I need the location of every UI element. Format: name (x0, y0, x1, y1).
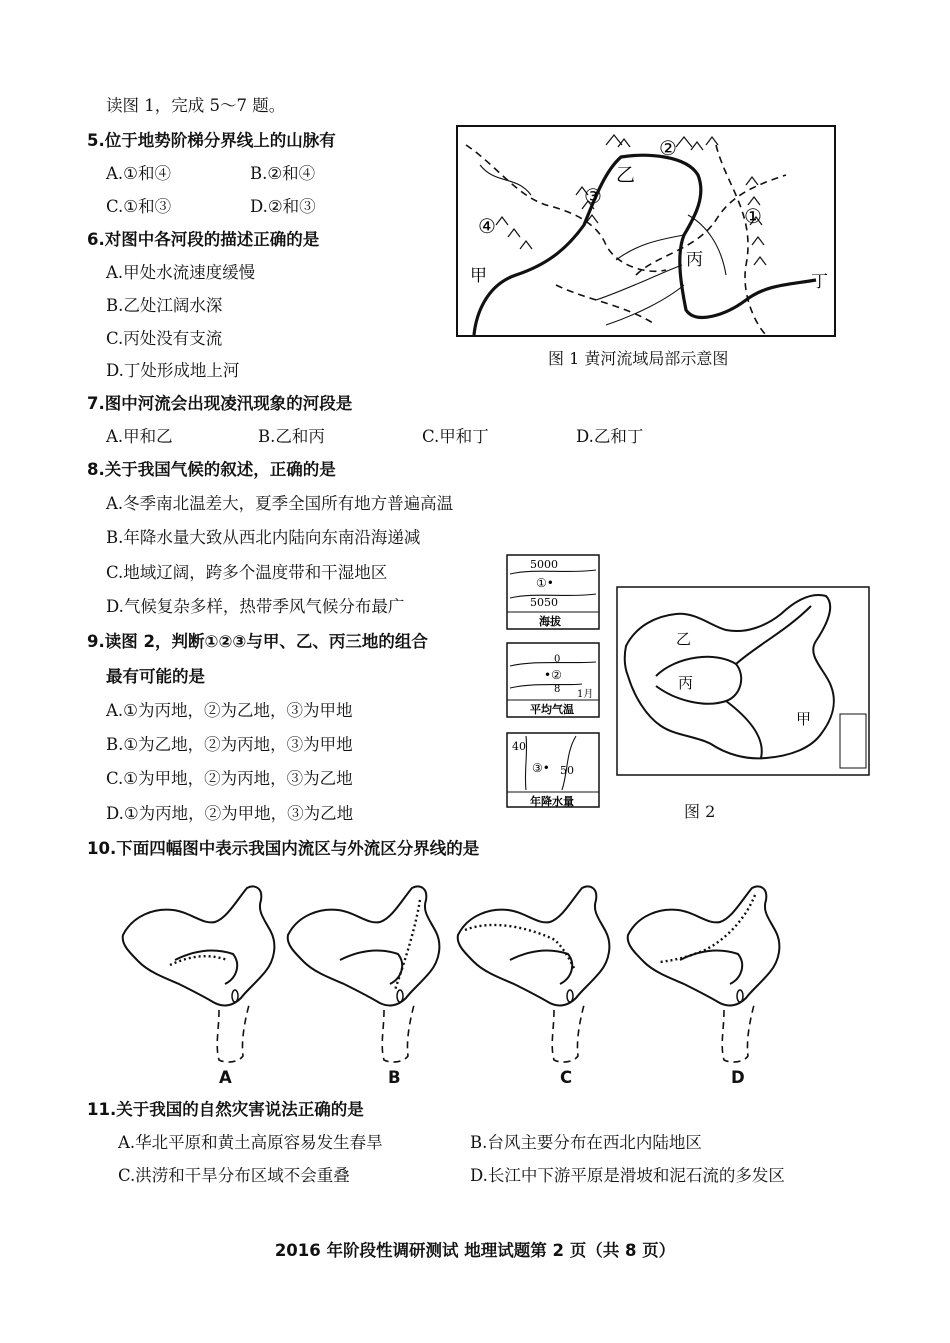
point-1: ①• (536, 576, 554, 590)
q9-option-b[interactable]: B.①为乙地，②为丙地，③为甲地 (106, 735, 353, 754)
q8-option-a[interactable]: A.冬季南北温差大，夏季全国所有地方普遍高温 (106, 494, 454, 513)
fig1-label-m4: ④ (478, 214, 496, 238)
q11-option-d[interactable]: D.长江中下游平原是滑坡和泥石流的多发区 (470, 1166, 785, 1185)
q11-option-c[interactable]: C.洪涝和干旱分布区域不会重叠 (118, 1166, 350, 1185)
figure-2-panel-temperature (506, 642, 600, 718)
elevation-5000: 5000 (530, 558, 558, 571)
temp-0: 0 (554, 654, 561, 665)
q10-label-a: A (219, 1068, 232, 1087)
temp-8: 8 (554, 684, 561, 695)
q10-label-c: C (560, 1068, 573, 1087)
question-7-stem: 7.图中河流会出现凌汛现象的河段是 (87, 394, 353, 413)
q10-map-b[interactable] (288, 887, 440, 1063)
q10-map-a[interactable] (123, 887, 275, 1063)
q10-map-d[interactable] (628, 887, 780, 1063)
panel-title-elevation: 海拔 (539, 615, 561, 628)
q5-option-b[interactable]: B.②和④ (250, 164, 316, 183)
q6-option-c[interactable]: C.丙处没有支流 (106, 329, 223, 348)
q7-option-d[interactable]: D.乙和丁 (576, 427, 644, 446)
q10-maps (115, 870, 815, 1070)
figure-1-map (456, 125, 836, 337)
fig2-label-bing: 丙 (678, 674, 694, 692)
fig1-label-ding: 丁 (811, 272, 828, 292)
point-2: •② (544, 668, 562, 682)
question-11-stem: 11.关于我国的自然灾害说法正确的是 (87, 1100, 364, 1119)
q5-option-a[interactable]: A.①和④ (106, 164, 171, 183)
month-label: 1月 (577, 689, 594, 700)
fig1-label-jia: 甲 (470, 266, 487, 286)
question-10-stem: 10.下面四幅图中表示我国内流区与外流区分界线的是 (87, 839, 480, 858)
fig2-label-jia: 甲 (796, 710, 812, 728)
figure-2-panel-precipitation (506, 732, 600, 808)
fig1-label-m1: ① (744, 204, 762, 228)
q8-option-b[interactable]: B.年降水量大致从西北内陆向东南沿海递减 (106, 528, 421, 547)
q8-option-c[interactable]: C.地域辽阔，跨多个温度带和干湿地区 (106, 563, 388, 582)
q10-map-c[interactable] (458, 887, 610, 1063)
fig1-label-m3: ③ (584, 184, 602, 208)
q7-option-c[interactable]: C.甲和丁 (422, 427, 489, 446)
q6-option-b[interactable]: B.乙处江阔水深 (106, 296, 223, 315)
q9-option-a[interactable]: A.①为丙地，②为乙地，③为甲地 (106, 701, 353, 720)
q11-option-a[interactable]: A.华北平原和黄土高原容易发生春旱 (118, 1133, 383, 1152)
figure-1-caption: 图 1 黄河流域局部示意图 (548, 349, 729, 368)
point-3: ③• (532, 761, 550, 775)
elevation-5050: 5050 (530, 596, 558, 609)
fig1-label-m2: ② (659, 136, 677, 160)
q5-option-c[interactable]: C.①和③ (106, 197, 172, 216)
q6-option-d[interactable]: D.丁处形成地上河 (106, 361, 240, 380)
q9-option-c[interactable]: C.①为甲地，②为丙地，③为乙地 (106, 769, 353, 788)
q11-option-b[interactable]: B.台风主要分布在西北内陆地区 (470, 1133, 702, 1152)
fig2-label-yi: 乙 (676, 630, 692, 648)
q5-option-d[interactable]: D.②和③ (250, 197, 316, 216)
panel-title-temperature: 平均气温 (530, 703, 574, 716)
figure-2-china-map (616, 586, 870, 776)
fig1-label-bing: 丙 (686, 250, 703, 270)
precip-50: 50 (560, 764, 574, 777)
question-8-stem: 8.关于我国气候的叙述，正确的是 (87, 460, 336, 479)
question-9-stem-cont: 最有可能的是 (106, 667, 205, 686)
q7-option-b[interactable]: B.乙和丙 (258, 427, 325, 446)
q10-label-d: D (731, 1068, 745, 1087)
figure-2-panel-elevation (506, 554, 600, 630)
question-6-stem: 6.对图中各河段的描述正确的是 (87, 230, 320, 249)
panel-title-precipitation: 年降水量 (530, 795, 574, 808)
figure-2-caption: 图 2 (684, 802, 716, 821)
q6-option-a[interactable]: A.甲处水流速度缓慢 (106, 263, 256, 282)
question-9-stem: 9.读图 2，判断①②③与甲、乙、丙三地的组合 (87, 632, 428, 651)
q9-option-d[interactable]: D.①为丙地，②为甲地，③为乙地 (106, 804, 354, 823)
q8-option-d[interactable]: D.气候复杂多样，热带季风气候分布最广 (106, 597, 405, 616)
q7-option-a[interactable]: A.甲和乙 (106, 427, 173, 446)
fig1-label-yi: 乙 (616, 164, 636, 186)
intro-text: 读图 1，完成 5～7 题。 (106, 96, 286, 115)
q10-label-b: B (388, 1068, 401, 1087)
page-footer: 2016 年阶段性调研测试 地理试题第 2 页（共 8 页） (274, 1241, 676, 1260)
question-5-stem: 5.位于地势阶梯分界线上的山脉有 (87, 131, 336, 150)
precip-40: 40 (512, 740, 526, 753)
